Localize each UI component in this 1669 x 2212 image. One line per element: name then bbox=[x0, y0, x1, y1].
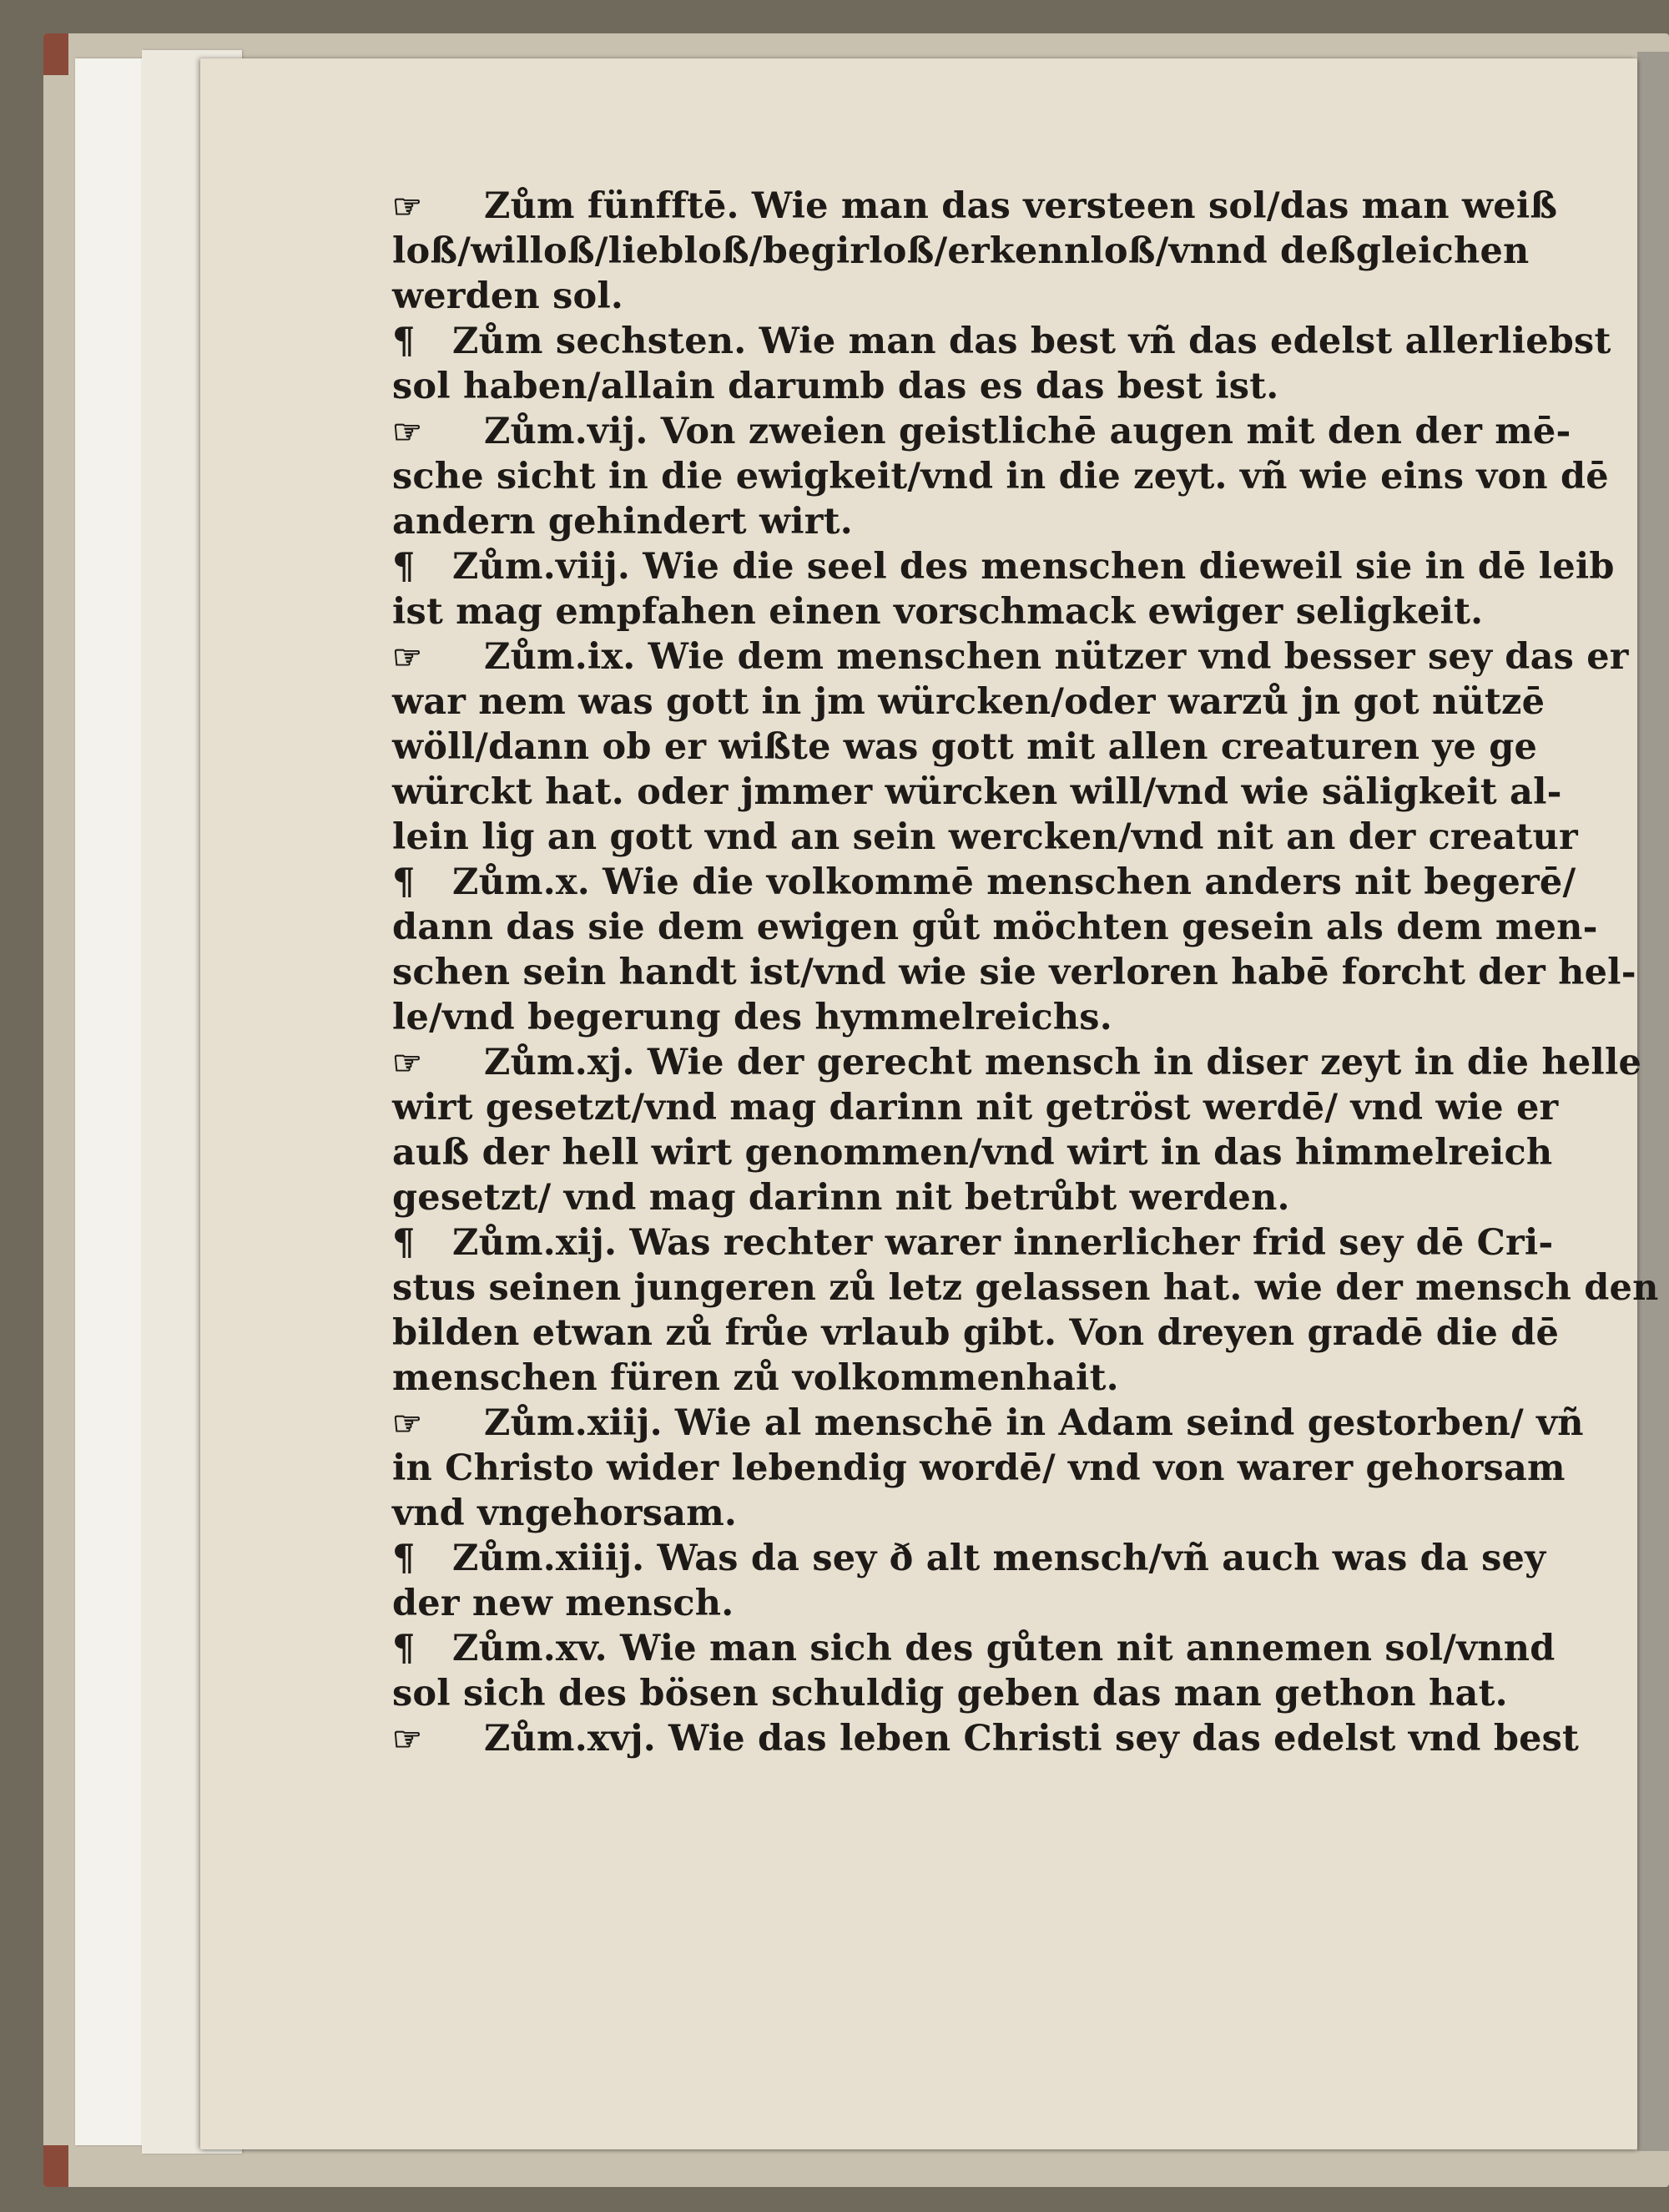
line-text: Zům.xij. Was rechter warer innerlicher frid sey dē Cri- bbox=[452, 1222, 1554, 1264]
text-line bbox=[392, 184, 1669, 229]
text-line bbox=[392, 1671, 1669, 1716]
text-line bbox=[392, 409, 1669, 454]
line-text: stus seinen jungeren zů letz gelassen hat. wie der mensch den bbox=[392, 1267, 1659, 1309]
text-line bbox=[392, 1401, 1669, 1446]
line-text: Zům.vij. Von zweien geistlichē augen mit den der mē- bbox=[484, 411, 1571, 452]
manicule-icon: ☞ bbox=[392, 1720, 423, 1759]
manicule-icon: ☞ bbox=[392, 187, 423, 226]
text-line bbox=[392, 725, 1669, 770]
line-text: Zům.viij. Wie die seel des menschen dieweil sie in dē leib bbox=[452, 546, 1615, 588]
line-text: Zům.xiiij. Was da sey ð alt mensch/vñ auch was da sey bbox=[452, 1538, 1546, 1579]
text-line bbox=[392, 1356, 1669, 1401]
text-line bbox=[392, 1130, 1669, 1175]
manicule-icon: ☞ bbox=[392, 1404, 423, 1443]
toc-entry bbox=[392, 1220, 1669, 1401]
line-text: wöll/dann ob er wißte was gott mit allen creaturen ye ge bbox=[392, 726, 1538, 768]
line-text: loß/willoß/liebloß/begirloß/erkennloß/vnnd deßgleichen bbox=[392, 230, 1530, 272]
toc-entry bbox=[392, 1626, 1669, 1716]
line-text: Zům.ix. Wie dem menschen nützer vnd besser sey das er bbox=[484, 636, 1629, 678]
table-of-contents bbox=[392, 184, 1669, 1761]
text-line bbox=[392, 454, 1669, 499]
text-line bbox=[392, 319, 1669, 364]
toc-entry bbox=[392, 544, 1669, 634]
line-text: der new mensch. bbox=[392, 1583, 734, 1624]
text-line bbox=[392, 229, 1669, 274]
line-text: sol sich des bösen schuldig geben das man gethon hat. bbox=[392, 1673, 1508, 1715]
book-page bbox=[200, 58, 1659, 2149]
pilcrow-icon: ¶ bbox=[392, 546, 416, 588]
line-text: schen sein handt ist/vnd wie sie verloren habē forcht der hel- bbox=[392, 952, 1636, 993]
line-text: sol haben/allain darumb das es das best ist. bbox=[392, 366, 1279, 407]
text-line bbox=[392, 589, 1669, 634]
line-text: Zům.xj. Wie der gerecht mensch in diser zeyt in die helle bbox=[484, 1042, 1642, 1083]
line-text: bilden etwan zů frůe vrlaub gibt. Von dreyen gradē die dē bbox=[392, 1312, 1560, 1354]
line-text: menschen füren zů volkommenhait. bbox=[392, 1357, 1119, 1399]
pilcrow-icon: ¶ bbox=[392, 1222, 416, 1264]
text-line bbox=[392, 499, 1669, 544]
line-text: auß der hell wirt genommen/vnd wirt in das himmelreich bbox=[392, 1132, 1553, 1174]
text-line bbox=[392, 634, 1669, 679]
toc-entry bbox=[392, 409, 1669, 544]
text-line bbox=[392, 1311, 1669, 1356]
toc-entry bbox=[392, 1716, 1669, 1761]
line-text: in Christo wider lebendig wordē/ vnd von warer gehorsam bbox=[392, 1447, 1566, 1489]
line-text: war nem was gott in jm würcken/oder warzů jn got nützē bbox=[392, 681, 1545, 723]
text-line bbox=[392, 815, 1669, 860]
line-text: Zům sechsten. Wie man das best vñ das edelst allerliebst bbox=[452, 321, 1611, 362]
text-line bbox=[392, 1581, 1669, 1626]
text-line bbox=[392, 905, 1669, 950]
text-line bbox=[392, 860, 1669, 905]
text-line bbox=[392, 679, 1669, 725]
toc-entry bbox=[392, 319, 1669, 409]
pilcrow-icon: ¶ bbox=[392, 1538, 416, 1579]
line-text: vnd vngehorsam. bbox=[392, 1492, 738, 1534]
pilcrow-icon: ¶ bbox=[392, 1628, 416, 1669]
leather-corner bbox=[43, 33, 68, 75]
text-line bbox=[392, 1220, 1669, 1265]
line-text: andern gehindert wirt. bbox=[392, 501, 853, 543]
line-text: Zům.xvj. Wie das leben Christi sey das edelst vnd best bbox=[484, 1718, 1580, 1760]
text-line bbox=[392, 274, 1669, 319]
line-text: Zům fünfftē. Wie man das versteen sol/das man weiß bbox=[484, 185, 1558, 227]
line-text: Zům.x. Wie die volkommē menschen anders nit begerē/ bbox=[452, 861, 1576, 903]
text-line bbox=[392, 1536, 1669, 1581]
toc-entry bbox=[392, 1536, 1669, 1626]
line-text: wirt gesetzt/vnd mag darinn nit getröst werdē/ vnd wie er bbox=[392, 1087, 1559, 1129]
line-text: werden sol. bbox=[392, 275, 624, 317]
pilcrow-icon: ¶ bbox=[392, 321, 416, 362]
line-text: dann das sie dem ewigen gůt möchten gesein als dem men- bbox=[392, 907, 1598, 948]
text-line bbox=[392, 1491, 1669, 1536]
text-line bbox=[392, 364, 1669, 409]
line-text: Zům.xv. Wie man sich des gůten nit annemen sol/vnnd bbox=[452, 1628, 1556, 1669]
text-line bbox=[392, 1175, 1669, 1220]
line-text: sche sicht in die ewigkeit/vnd in die zeyt. vñ wie eins von dē bbox=[392, 456, 1609, 497]
manicule-icon: ☞ bbox=[392, 1043, 423, 1083]
toc-entry bbox=[392, 634, 1669, 860]
text-line bbox=[392, 770, 1669, 815]
text-line bbox=[392, 1446, 1669, 1491]
text-line bbox=[392, 1265, 1669, 1311]
text-line bbox=[392, 1626, 1669, 1671]
text-line bbox=[392, 1716, 1669, 1761]
text-line bbox=[392, 995, 1669, 1040]
pilcrow-icon: ¶ bbox=[392, 861, 416, 903]
toc-entry bbox=[392, 1040, 1669, 1220]
text-line bbox=[392, 544, 1669, 589]
text-line bbox=[392, 950, 1669, 995]
line-text: gesetzt/ vnd mag darinn nit betrůbt werden. bbox=[392, 1177, 1290, 1219]
leather-corner bbox=[43, 2145, 68, 2187]
toc-entry bbox=[392, 184, 1669, 319]
toc-entry bbox=[392, 860, 1669, 1040]
toc-entry bbox=[392, 1401, 1669, 1536]
line-text: ist mag empfahen einen vorschmack ewiger seligkeit. bbox=[392, 591, 1484, 633]
text-line bbox=[392, 1085, 1669, 1130]
manicule-icon: ☞ bbox=[392, 412, 423, 452]
line-text: würckt hat. oder jmmer würcken will/vnd wie säligkeit al- bbox=[392, 771, 1562, 813]
line-text: lein lig an gott vnd an sein wercken/vnd nit an der creatur bbox=[392, 816, 1578, 858]
line-text: le/vnd begerung des hymmelreichs. bbox=[392, 997, 1112, 1038]
manicule-icon: ☞ bbox=[392, 638, 423, 677]
line-text: Zům.xiij. Wie al menschē in Adam seind gestorben/ vñ bbox=[484, 1402, 1584, 1444]
text-line bbox=[392, 1040, 1669, 1085]
